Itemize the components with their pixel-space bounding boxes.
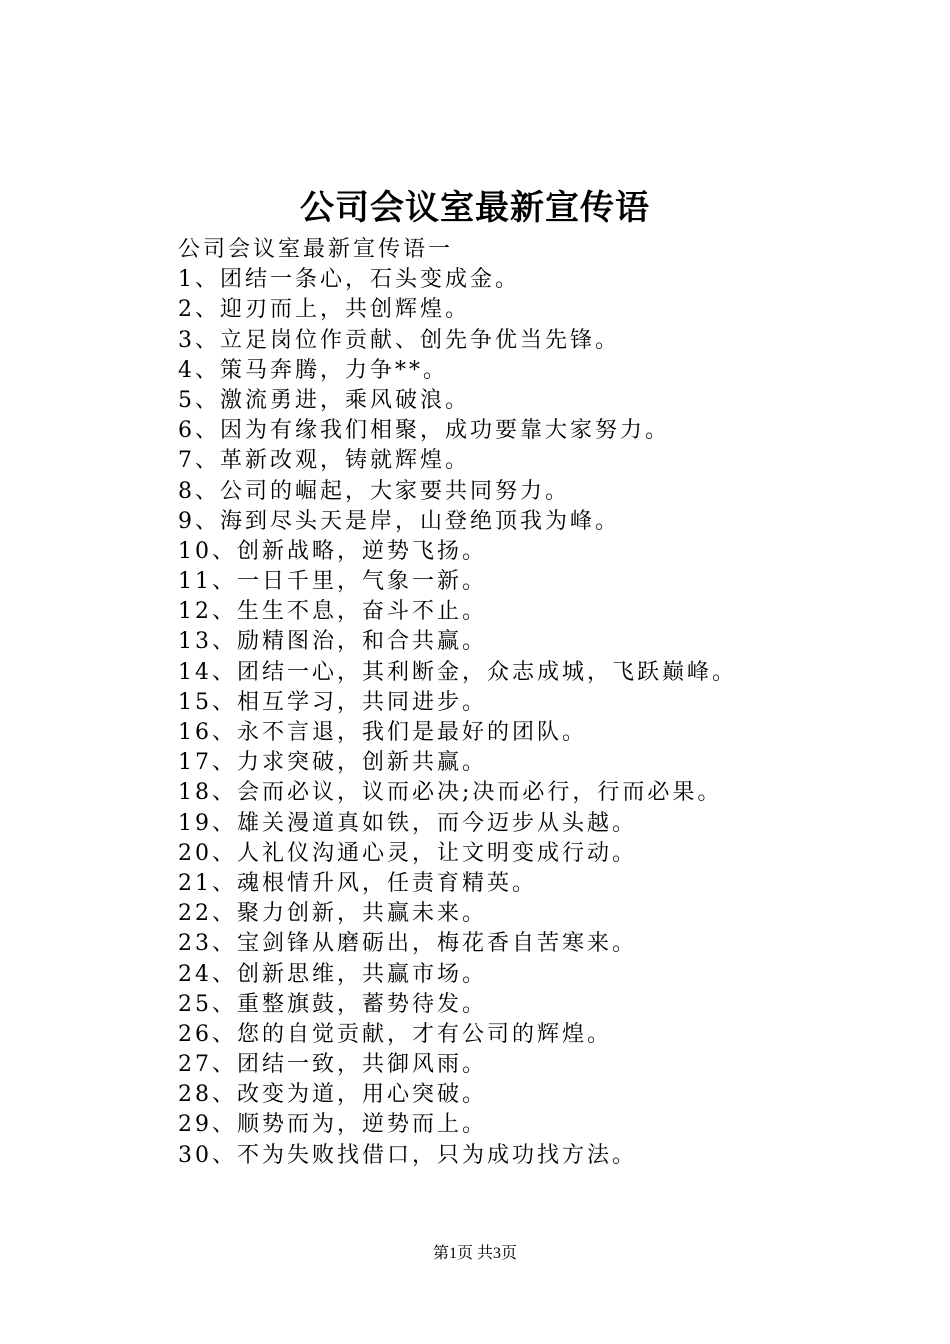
list-item: 8、公司的崛起，大家要共同努力。	[178, 478, 570, 504]
list-item: 2、迎刃而上，共创辉煌。	[178, 297, 470, 323]
list-item: 29、顺势而为，逆势而上。	[178, 1112, 487, 1138]
list-item: 26、您的自觉贡献，才有公司的辉煌。	[178, 1021, 612, 1047]
list-item: 18、会而必议，议而必决;决而必行，行而必果。	[178, 780, 723, 806]
list-item: 24、创新思维，共赢市场。	[178, 961, 487, 987]
list-item: 17、力求突破，创新共赢。	[178, 750, 487, 776]
list-item: 19、雄关漫道真如铁，而今迈步从头越。	[178, 810, 637, 836]
document-body	[178, 235, 918, 1171]
list-item: 20、人礼仪沟通心灵，让文明变成行动。	[178, 840, 637, 866]
page-number: 第1页 共3页	[432, 1245, 517, 1262]
list-item: 23、宝剑锋从磨砺出，梅花香自苦寒来。	[178, 931, 637, 957]
list-item: 16、永不言退，我们是最好的团队。	[178, 720, 587, 745]
document-title: 公司会议室最新宣传语	[300, 188, 650, 228]
list-item: 7、革新改观，铸就辉煌。	[178, 448, 470, 474]
list-item: 21、魂根情升风，任责育精英。	[178, 870, 537, 896]
list-item: 13、励精图治，和合共赢。	[178, 629, 487, 655]
list-item: 15、相互学习，共同进步。	[178, 689, 487, 715]
list-item: 22、聚力创新，共赢未来。	[178, 901, 487, 927]
list-item: 3、立足岗位作贡献、创先争优当先锋。	[178, 327, 620, 353]
section-heading: 公司会议室最新宣传语一	[178, 237, 454, 262]
list-item: 6、因为有缘我们相聚，成功要靠大家努力。	[178, 418, 670, 444]
list-item: 10、创新战略，逆势飞扬。	[178, 538, 487, 564]
list-item: 11、一日千里，气象一新。	[178, 569, 487, 595]
list-item: 30、不为失败找借口，只为成功找方法。	[178, 1142, 637, 1168]
list-item: 25、重整旗鼓，蓄势待发。	[178, 991, 487, 1017]
list-item: 28、改变为道，用心突破。	[178, 1082, 487, 1108]
list-item: 14、团结一心，其利断金，众志成城，飞跃巅峰。	[178, 659, 737, 685]
list-item: 12、生生不息，奋斗不止。	[178, 599, 487, 625]
list-item: 9、海到尽头天是岸，山登绝顶我为峰。	[178, 508, 620, 534]
list-item: 4、策马奔腾，力争**。	[178, 357, 448, 383]
list-item: 1、团结一条心，石头变成金。	[178, 267, 520, 293]
list-item: 27、团结一致，共御风雨。	[178, 1052, 487, 1078]
list-item: 5、激流勇进，乘风破浪。	[178, 387, 470, 413]
